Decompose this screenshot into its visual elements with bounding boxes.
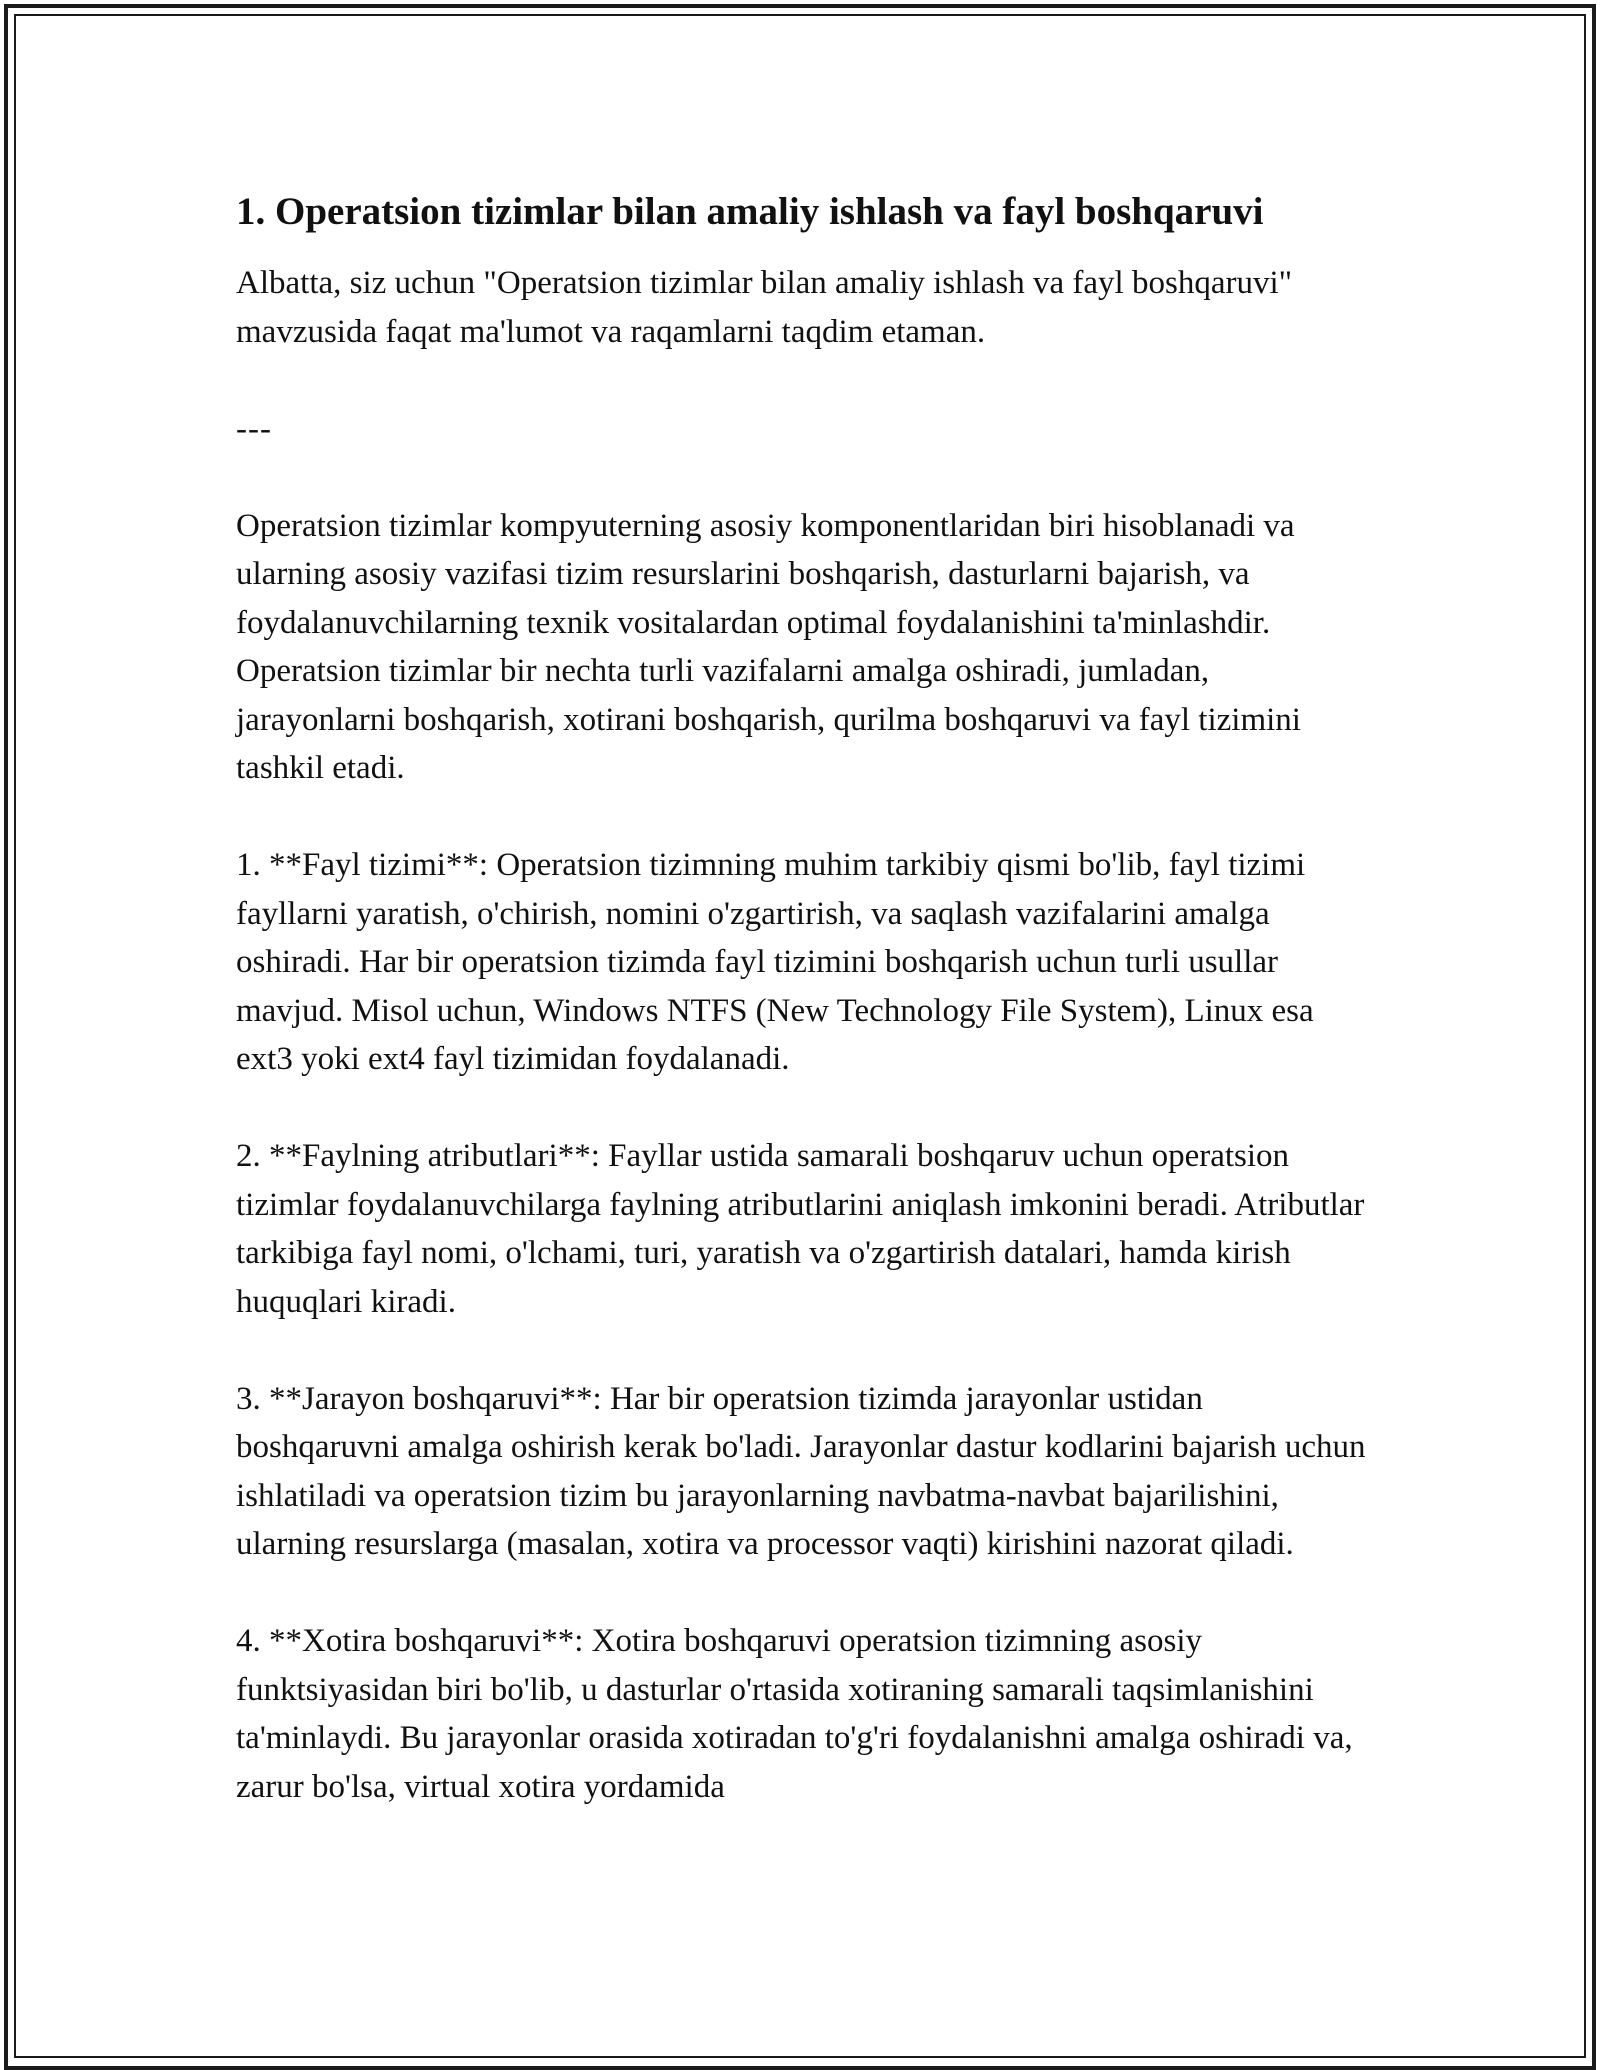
list-item-file-system: 1. **Fayl tizimi**: Operatsion tizimning muhim tarkibiy qismi bo'lib, fayl tizimi fayllarni yaratish, o'chirish, nomini o'zgartirish, va saqlash vazifalarini amalga oshiradi. Har bir operatsion tizimda fayl tizimini boshqarish uchun turli usullar mavjud. Misol uchun, Windows NTFS (New Technology File System), Linux esa ext3 yoki ext4 fayl tizimidan foydalanadi. [236,847,1314,1077]
document-page [236,185,1366,1860]
overview-paragraph: Operatsion tizimlar kompyuterning asosiy komponentlaridan biri hisoblanadi va ularning asosiy vazifasi tizim resurslarini boshqarish, dasturlarni bajarish, va foydalanuvchilarning texnik vositalardan optimal foydalanishini ta'minlashdir. Operatsion tizimlar bir nechta turli vazifalarni amalga oshiradi, jumladan, jarayonlarni boshqarish, xotirani boshqarish, qurilma boshqaruvi va fayl tizimini tashkil etadi. [236,507,1301,786]
list-item-file-attributes: 2. **Faylning atributlari**: Fayllar ustida samarali boshqaruv uchun operatsion tizimlar foydalanuvchilarga faylning atributlarini aniqlash imkonini beradi. Atributlar tarkibiga fayl nomi, o'lchami, turi, yaratish va o'zgartirish datalari, hamda kirish huquqlari kiradi. [236,1138,1365,1320]
intro-paragraph: Albatta, siz uchun "Operatsion tizimlar bilan amaliy ishlash va fayl boshqaruvi" mavzusida faqat ma'lumot va raqamlarni taqdim etaman. [236,265,1293,350]
document-title: 1. Operatsion tizimlar bilan amaliy ishlash va fayl boshqaruvi [236,190,1264,233]
list-item-process-management: 3. **Jarayon boshqaruvi**: Har bir operatsion tizimda jarayonlar ustidan boshqaruvni amalga oshirish kerak bo'ladi. Jarayonlar dastur kodlarini bajarish uchun ishlatiladi va operatsion tizim bu jarayonlarning navbatma-navbat bajarilishini, ularning resurslarga (masalan, xotira va processor vaqti) kirishini nazorat qiladi. [236,1380,1366,1562]
section-divider: --- [236,410,272,447]
list-item-memory-management: 4. **Xotira boshqaruvi**: Xotira boshqaruvi operatsion tizimning asosiy funktsiyasidan biri bo'lib, u dasturlar o'rtasida xotiraning samarali taqsimlanishini ta'minlaydi. Bu jarayonlar orasida xotiradan to'g'ri foydalanishni amalga oshiradi va, zarur bo'lsa, virtual xotira yordamida [236,1623,1353,1805]
